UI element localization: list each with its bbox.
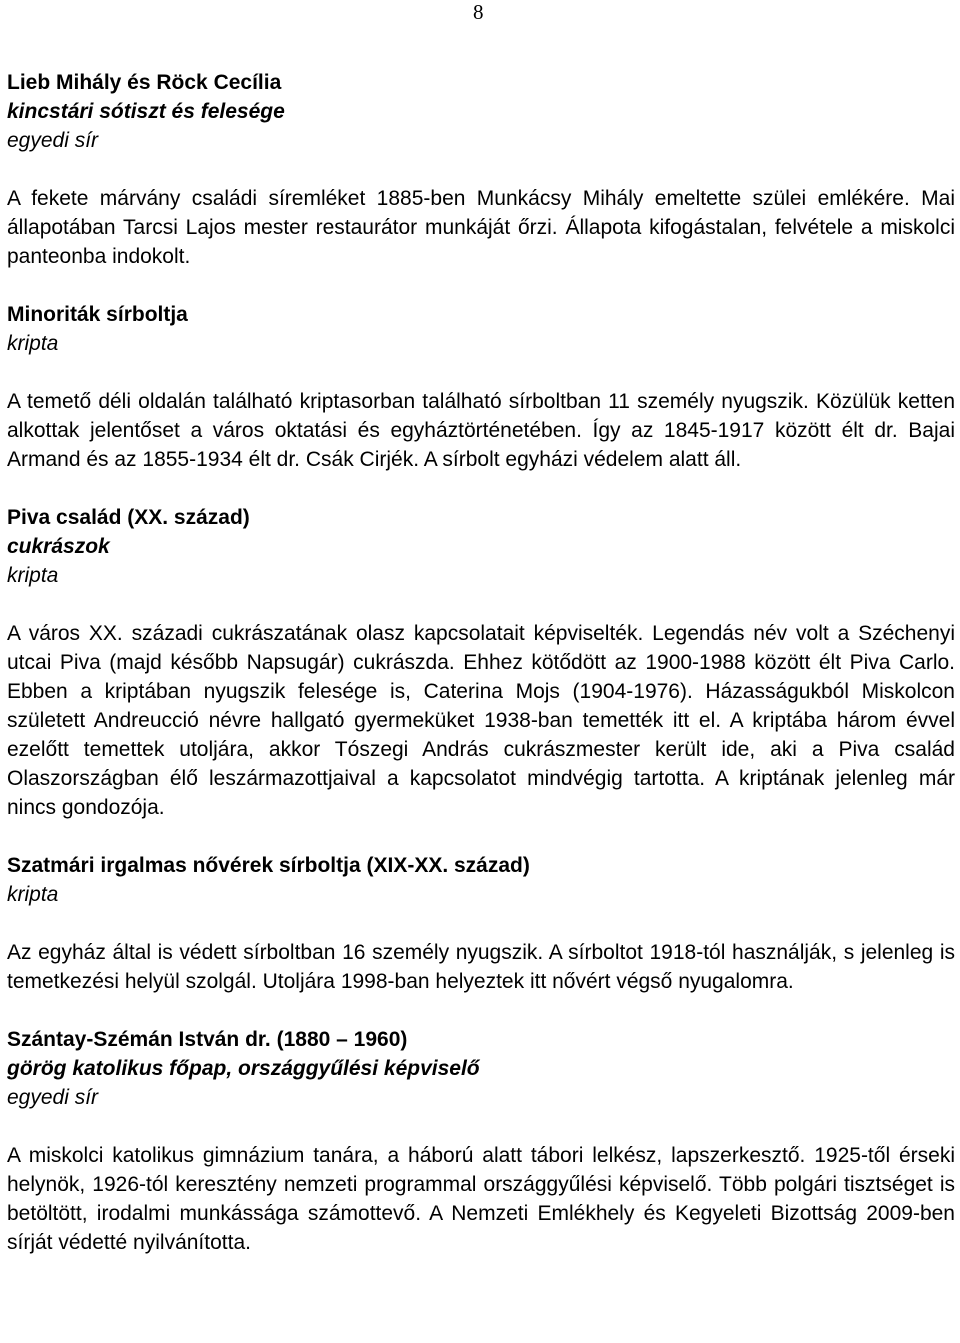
entry-heading (7, 300, 955, 358)
entry-lieb-rock (7, 68, 955, 271)
entry-grave-type: kripta (7, 332, 59, 355)
entry-name: Minoriták sírboltja (7, 303, 188, 326)
entry-szantay (7, 1025, 955, 1257)
entry-description: A miskolci katolikus gimnázium tanára, a háború alatt tábori lelkész, lapszerkesztő. 1925-től érseki helynök, 1926-tól keresztény nemzeti programmal országgyűlési képviselő. Több polgári tisztséget is betöltött, irodalmi munkássága számottevő. A Nemzeti Emlékhely és Kegyeleti Bizottság 2009-ben sírját védetté nyilvánította. (7, 1144, 955, 1254)
entry-role: görög katolikus főpap, országgyűlési képviselő (7, 1057, 480, 1080)
entry-description: Az egyház által is védett sírboltban 16 személy nyugszik. A sírboltot 1918-tól használják, s jelenleg is temetkezési helyül szolgál. Utoljára 1998-ban helyeztek itt nővért végső nyugalomra. (7, 941, 955, 993)
entry-heading (7, 851, 955, 909)
entry-name: Szatmári irgalmas nővérek sírboltja (XIX-XX. század) (7, 854, 530, 877)
entry-description: A temető déli oldalán található kriptasorban található sírboltban 11 személy nyugszik. Közülük ketten alkottak jelentőset a város oktatási és egyháztörténetében. Így az 1845-1917 között élt dr. Bajai Armand és az 1855-1934 élt dr. Csák Cirjék. A sírbolt egyházi védelem alatt áll. (7, 390, 955, 471)
entry-minoritak (7, 300, 955, 474)
entry-role: cukrászok (7, 535, 110, 558)
entry-description: A fekete márvány családi síremléket 1885-ben Munkácsy Mihály emeltette szülei emlékére. Mai állapotában Tarcsi Lajos mester restaurátor munkáját őrzi. Állapota kifogástalan, felvétele a miskolci panteonba indokolt. (7, 187, 955, 268)
entry-heading (7, 503, 955, 590)
entry-name: Piva család (XX. század) (7, 506, 250, 529)
entry-szatmari (7, 851, 955, 996)
entry-name: Szántay-Szémán István dr. (1880 – 1960) (7, 1028, 408, 1051)
document-body (7, 68, 955, 1286)
entry-grave-type: egyedi sír (7, 129, 99, 152)
entry-heading (7, 68, 955, 155)
page-number: 8 (473, 0, 484, 24)
entry-role: kincstári sótiszt és felesége (7, 100, 285, 123)
entry-grave-type: kripta (7, 883, 59, 906)
entry-grave-type: kripta (7, 564, 59, 587)
entry-piva (7, 503, 955, 822)
entry-grave-type: egyedi sír (7, 1086, 99, 1109)
entry-description: A város XX. századi cukrászatának olasz kapcsolatait képviselték. Legendás név volt a Széchenyi utcai Piva (majd később Napsugár) cukrászda. Ehhez kötődött az 1900-1988 között élt Piva Carlo. Ebben a kriptában nyugszik felesége is, Caterina Mojs (1904-1976). Házasságukból Miskolcon született Andreucció névre hallgató gyermeküket 1938-ban temették itt el. A kriptába három évvel ezelőtt temettek utoljára, akkor Tószegi András cukrászmester került ide, aki a Piva család Olaszországban élő leszármazottjaival a kapcsolatot mindvégig tartotta. A kriptának jelenleg már nincs gondozója. (7, 622, 955, 819)
entry-name: Lieb Mihály és Röck Cecília (7, 71, 282, 94)
entry-heading (7, 1025, 955, 1112)
